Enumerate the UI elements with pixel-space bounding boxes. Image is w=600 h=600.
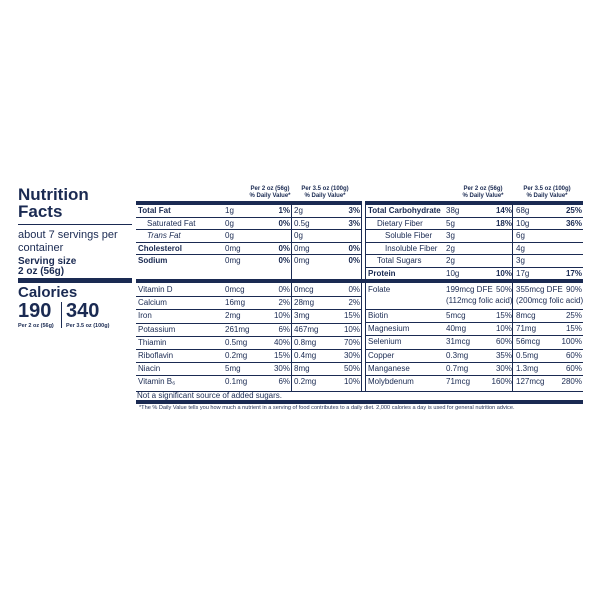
dv-per-2oz: 0% [278,285,290,294]
dv-per-100g: 10% [343,377,360,387]
nutrient-name: Saturated Fat [147,218,196,228]
nutrient-row [136,310,361,323]
nutrient-row [136,337,361,350]
amount-per-100g: 0g [294,231,303,241]
amount-per-2oz: 40mg [446,324,467,334]
nutrient-name: Dietary Fiber [377,218,423,228]
nutrient-name: Molybdenum [368,377,414,386]
amount-per-100g: 3g [516,256,525,266]
dv-per-2oz: 6% [278,324,290,334]
serving-size-value: 2 oz (56g) [18,266,65,277]
amount-per-2oz: 199mcg DFE [446,285,493,294]
nutrient-name: Iron [138,311,152,321]
dv-per-100g: 60% [565,350,582,360]
dv-per-100g: 17% [565,269,582,278]
amount-per-2oz: 0.2mg [225,351,248,360]
folic-acid-per-100g: (200mcg folic acid) [516,296,584,305]
amount-per-2oz: 0mg [225,256,241,266]
calories-per-2oz-label: Per 2 oz (56g) [18,323,54,329]
dv-per-100g: 280% [561,377,582,386]
nutrient-row [136,297,361,310]
column-header-dv: % Daily Value* [304,193,346,199]
dv-per-2oz: 6% [278,377,290,387]
nutrient-name: Copper [368,350,395,360]
column-header-label: Per 2 oz (56g) [463,186,503,192]
amount-per-2oz: 261mg [225,324,250,334]
thick-divider [18,278,132,283]
amount-per-2oz: 31mcg [446,337,471,347]
nutrient-row [366,376,583,389]
amount-per-100g: 1.3mg [516,363,539,373]
nutrient-row [366,336,583,349]
dv-per-100g: 0% [348,243,360,253]
nutrient-name: Calcium [138,298,167,308]
nutrient-name: Niacin [138,364,161,374]
column-header-dv: % Daily Value* [249,193,291,199]
nutrient-name: Folate [368,285,391,294]
dv-per-2oz: 2% [278,298,290,308]
dv-per-100g: 50% [343,364,360,374]
nutrient-name: Thiamin [138,337,167,347]
dv-per-100g: 70% [343,337,360,347]
column-header-label: Per 3.5 oz (100g) [523,186,571,192]
nutrient-name: Insoluble Fiber [385,243,438,253]
dv-per-100g: 100% [561,337,582,347]
amount-per-100g: 3mg [294,311,310,321]
nutrient-name: Biotin [368,311,389,320]
nutrient-row [136,376,361,389]
dv-per-2oz: 10% [495,324,512,334]
amount-per-2oz: 0.1mg [225,377,248,387]
column-header-label: Per 3.5 oz (100g) [301,186,349,192]
folate-row [366,284,583,310]
amount-per-100g: 0.5g [294,218,310,228]
amount-per-2oz: 5mg [225,364,241,374]
dv-per-100g: 10% [343,324,360,334]
nutrient-name: Protein [368,269,396,278]
amount-per-100g: 71mg [516,324,537,334]
amount-per-100g: 0.5mg [516,350,539,360]
dv-per-2oz: 60% [495,337,512,347]
amount-per-2oz: 38g [446,206,460,215]
column-header-dv: % Daily Value* [526,193,568,199]
nutrient-row [136,363,361,376]
amount-per-100g: 0mg [294,256,310,266]
nutrient-name: Manganese [368,363,410,373]
dv-per-2oz: 1% [278,206,290,215]
dv-per-2oz: 30% [495,363,512,373]
column-header-per-100g [512,186,582,200]
dv-per-2oz: 0% [278,243,290,253]
calories-heading: Calories [18,284,78,301]
dv-per-100g: 30% [343,351,360,360]
dv-per-2oz: 50% [495,285,512,294]
column-divider [361,201,362,391]
nutrient-name: Riboflavin [138,351,174,360]
amount-per-100g: 4g [516,243,525,253]
dv-per-2oz: 10% [495,269,512,278]
dv-per-2oz: 18% [495,218,512,228]
amount-per-2oz: 71mcg [446,377,471,386]
amount-per-2oz: 0mg [225,243,241,253]
nutrient-row [366,363,583,376]
dv-per-2oz: 30% [273,364,290,374]
amount-per-100g: 17g [516,269,530,278]
calories-per-100g: 340 [66,300,100,322]
amount-per-100g: 0.2mg [294,377,317,387]
dv-per-100g: 90% [565,285,582,294]
amount-per-2oz: 5g [446,218,455,228]
nutrient-name: Trans Fat [147,231,181,241]
nutrient-name: Soluble Fiber [385,231,433,241]
dv-per-2oz: 10% [273,311,290,321]
amount-per-2oz: 3g [446,231,455,241]
nutrition-facts-title: Nutrition Facts [18,185,89,221]
dv-per-2oz: 14% [495,206,512,215]
dv-per-2oz: 40% [273,337,290,347]
amount-per-100g: 56mcg [516,337,541,347]
amount-per-2oz: 5mcg [446,311,466,320]
amount-per-100g: 6g [516,231,525,241]
amount-per-100g: 127mcg [516,377,545,386]
amount-per-2oz: 0.3mg [446,350,469,360]
nutrient-name: Sodium [138,256,168,266]
amount-per-2oz: 0g [225,231,234,241]
nutrient-row [366,323,583,336]
amount-per-100g: 68g [516,206,530,215]
nutrient-name: Vitamin D [138,285,173,294]
dv-per-100g: 3% [348,218,360,228]
amount-per-100g: 10g [516,218,530,228]
dv-per-100g: 2% [348,298,360,308]
dv-per-100g: 60% [565,363,582,373]
amount-per-2oz: 10g [446,269,460,278]
column-header-per-100g [290,186,360,200]
dv-per-2oz: 35% [495,350,512,360]
daily-value-footnote: *The % Daily Value tells you how much a nutrient in a serving of food contributes to a daily diet. 2,000 calories a day is used for general nutrition advice. [139,405,515,411]
servings-per-container: about 7 servings per container [18,229,118,254]
amount-per-2oz: 0.5mg [225,337,248,347]
amount-per-2oz: 0.7mg [446,363,469,373]
serving-size-label: Serving size [18,256,77,267]
amount-per-100g: 8mcg [516,311,536,320]
amount-per-2oz: 0mcg [225,285,245,294]
amount-per-100g: 0.8mg [294,337,317,347]
dv-per-100g: 0% [348,256,360,266]
dv-per-100g: 3% [348,206,360,215]
dv-per-2oz: 15% [273,351,290,360]
amount-per-2oz: 2g [446,243,455,253]
nutrient-name: Cholesterol [138,243,183,253]
amount-per-100g: 467mg [294,324,319,334]
amount-per-100g: 8mg [294,364,310,374]
dv-per-2oz: 15% [495,311,512,320]
dv-per-2oz: 0% [278,218,290,228]
added-sugars-note: Not a significant source of added sugars. [137,391,282,400]
dv-per-100g: 36% [565,218,582,228]
calories-divider [61,302,62,328]
amount-per-2oz: 2g [446,256,455,266]
amount-per-100g: 28mg [294,298,315,308]
amount-per-100g: 355mcg DFE [516,285,563,294]
dv-per-100g: 15% [343,311,360,321]
nutrient-row [366,268,583,281]
amount-per-2oz: 16mg [225,298,246,308]
nutrient-name: Selenium [368,337,402,347]
dv-per-100g: 25% [565,311,582,320]
amount-per-100g: 0mg [294,243,310,253]
nutrient-row [136,255,361,268]
nutrient-name: Total Fat [138,206,171,215]
amount-per-2oz: 2mg [225,311,241,321]
column-header-dv: % Daily Value* [462,193,504,199]
dv-per-100g: 15% [565,324,582,334]
dv-per-2oz: 0% [278,256,290,266]
column-header-label: Per 2 oz (56g) [250,186,290,192]
dv-per-100g: 0% [348,285,360,294]
folic-acid-per-2oz: (112mcg folic acid) [446,296,513,305]
calories-per-2oz: 190 [18,300,52,322]
amount-per-100g: 0mcg [294,285,314,294]
amount-per-100g: 2g [294,206,303,215]
nutrient-row [136,324,361,337]
nutrient-name: Potassium [138,324,176,334]
nutrient-name: Magnesium [368,324,410,334]
column-header-per-2oz [448,186,518,200]
amount-per-2oz: 1g [225,206,234,215]
dv-per-2oz: 160% [491,377,512,386]
nutrient-name: Total Sugars [377,256,422,266]
amount-per-100g: 0.4mg [294,351,317,360]
nutrient-row [366,350,583,363]
dv-per-100g: 25% [565,206,582,215]
amount-per-2oz: 0g [225,218,234,228]
nutrient-name: Total Carbohydrate [368,206,441,215]
divider [18,224,132,225]
calories-per-100g-label: Per 3.5 oz (100g) [66,323,110,329]
nutrient-name: Vitamin B₆ [138,377,176,387]
